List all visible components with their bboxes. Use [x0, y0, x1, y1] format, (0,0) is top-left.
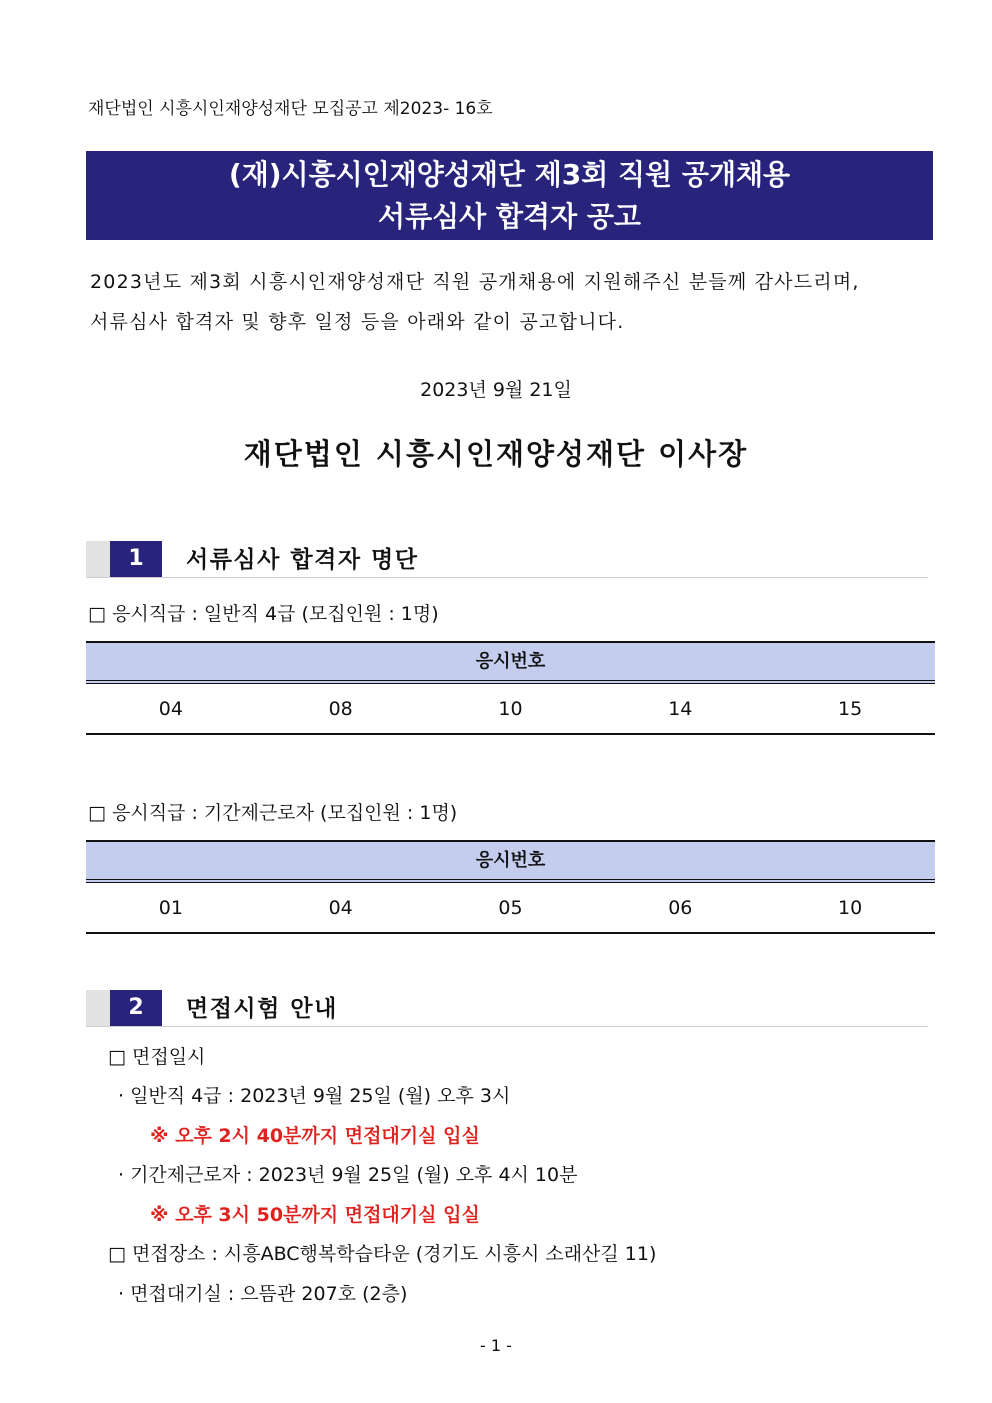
- applicant-number: 10: [498, 697, 523, 720]
- group-2-label: □ 응시직급 : 기간제근로자 (모집인원 : 1명): [88, 802, 458, 824]
- intro-line-1: 2023년도 제3회 시흥시인재양성재단 직원 공개채용에 지원해주신 분들께 감사드리며,: [90, 271, 860, 293]
- section-number: 1: [110, 541, 162, 577]
- applicant-number: 05: [498, 896, 523, 919]
- interview-place: □ 면접장소 : 시흥ABC행복학습타운 (경기도 시흥시 소래산길 11): [108, 1243, 657, 1265]
- waiting-room: · 면접대기실 : 으뜸관 207호 (2층): [118, 1283, 408, 1305]
- title-line-1: (재)시흥시인재양성재단 제3회 직원 공개채용: [228, 157, 791, 191]
- applicant-number: 04: [158, 697, 183, 720]
- title-line-2: 서류심사 합격자 공고: [378, 199, 641, 233]
- section-title: 면접시험 안내: [186, 996, 338, 1022]
- general-interview-time: · 일반직 4급 : 2023년 9월 25일 (월) 오후 3시: [118, 1085, 511, 1107]
- section-number: 2: [110, 990, 162, 1026]
- applicant-number: 14: [668, 697, 693, 720]
- interview-datetime-label: □ 면접일시: [108, 1046, 206, 1068]
- table-row: [86, 684, 935, 733]
- intro-paragraph: [90, 262, 930, 342]
- announcement-date: 2023년 9월 21일: [420, 379, 572, 401]
- section-title: 서류심사 합격자 명단: [186, 547, 419, 573]
- notice-number: 재단법인 시흥시인재양성재단 모집공고 제2023- 16호: [88, 99, 493, 119]
- general-arrival-note: ※ 오후 2시 40분까지 면접대기실 입실: [150, 1125, 480, 1147]
- applicant-table-contract: [86, 840, 935, 934]
- applicant-number: 04: [328, 896, 353, 919]
- announcement-title-banner: [86, 151, 933, 240]
- applicant-table-general: [86, 641, 935, 735]
- contract-arrival-note: ※ 오후 3시 50분까지 면접대기실 입실: [150, 1204, 480, 1226]
- section-marker: [86, 990, 110, 1026]
- applicant-number: 15: [837, 697, 863, 720]
- table-header: 응시번호: [86, 842, 935, 883]
- signer: 재단법인 시흥시인재양성재단 이사장: [243, 437, 749, 471]
- table-header: 응시번호: [86, 643, 935, 684]
- section-marker: [86, 541, 110, 577]
- section-2-header: [86, 990, 928, 1027]
- page-number: - 1 -: [480, 1336, 512, 1355]
- contract-interview-time: · 기간제근로자 : 2023년 9월 25일 (월) 오후 4시 10분: [118, 1164, 578, 1186]
- applicant-number: 01: [158, 896, 183, 919]
- intro-line-2: 서류심사 합격자 및 향후 일정 등을 아래와 같이 공고합니다.: [90, 311, 625, 333]
- table-row: [86, 883, 935, 932]
- applicant-number: 08: [328, 697, 353, 720]
- applicant-number: 06: [668, 896, 693, 919]
- group-1-label: □ 응시직급 : 일반직 4급 (모집인원 : 1명): [88, 603, 439, 625]
- applicant-number: 10: [837, 896, 863, 919]
- section-1-header: [86, 541, 928, 578]
